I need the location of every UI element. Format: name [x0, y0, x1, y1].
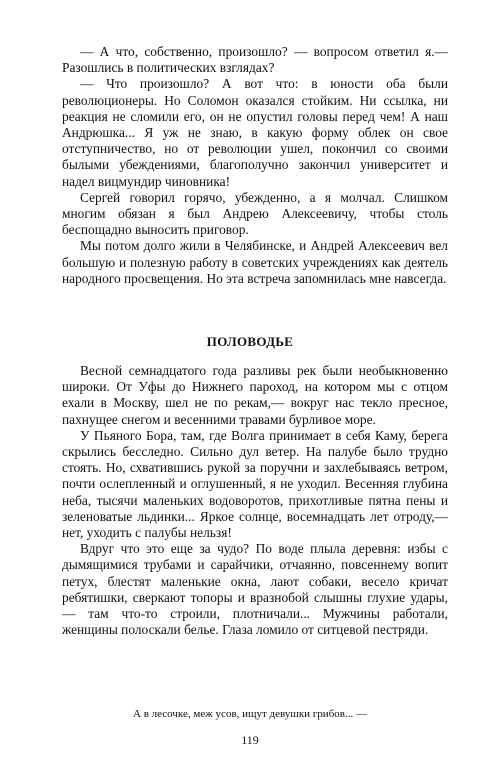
text-block-top: [62, 44, 448, 287]
running-line: А в лесочке, меж усов, ищут девушки грибов... —: [133, 708, 367, 720]
paragraph: Сергей говорил горячо, убежденно, а я молчал. Слишком многим обязан я был Андрею Алексеевичу, чтобы столь беспощадно выносить приговор.: [62, 189, 448, 238]
paragraph: Вдруг что это еще за чудо? По воде плыла деревня: избы с дымящимися трубами и сарайчики, отчаянно, повсеннему вопит петух, блестят маленькие окна, лают собаки, весело кричат ребятишки, сверкают топоры и вразнобой слышны глухие удары,— там что-то строили, плотничали... Мужчины работали, женщины полоскали белье. Глаза ломило от ситцевой пестряди.: [62, 541, 448, 638]
paragraph: Мы потом долго жили в Челябинске, и Андрей Алексеевич вел большую и полезную работу в советских учреждениях как деятель народного просвещения. Но эта встреча запомнилась мне навсегда.: [62, 238, 448, 286]
paragraph: — Что произошло? А вот что: в юности оба были революционеры. Но Соломон оказался стойким. Ни ссылка, ни реакция не сломили его, он не опустил головы перед чем! А наш Андрюшка... Я уж не знаю, в какую форму облек он свое отступничество, но от революции ушел, покончил со своими былыми убеждениями, благополучно закончил университет и надел вицмундир чиновника!: [62, 76, 448, 189]
paragraph: У Пьяного Бора, там, где Волга принимает в себя Каму, берега скрылись бесследно. Сильно дул ветер. На палубе было трудно стоять. Но, схватившись рукой за поручни и захлебываясь ветром, почти ослепленный и оглушенный, я не уходил. Весенняя глубина неба, тысячи маленьких водоворотов, прихотливые пятна пены и зеленоватые льдинки... Яркое солнце, восемнадцать лет отроду,— нет, уходить с палубы нельзя!: [62, 427, 448, 541]
paragraph: Весной семнадцатого года разливы рек были необыкновенно широки. От Уфы до Нижнего пароход, на котором мы с отцом ехали в Москву, шел не по рекам,— вокруг нас текло пресное, пахнущее снегом и весенними травами бурливое море.: [62, 363, 448, 427]
text-block-bottom: [62, 363, 448, 638]
section-title: ПОЛОВОДЬЕ: [206, 334, 294, 349]
paragraph: — А что, собственно, произошло? — вопросом ответил я.— Разошлись в политических взглядах?: [62, 44, 448, 76]
page-number: 119: [241, 733, 259, 747]
